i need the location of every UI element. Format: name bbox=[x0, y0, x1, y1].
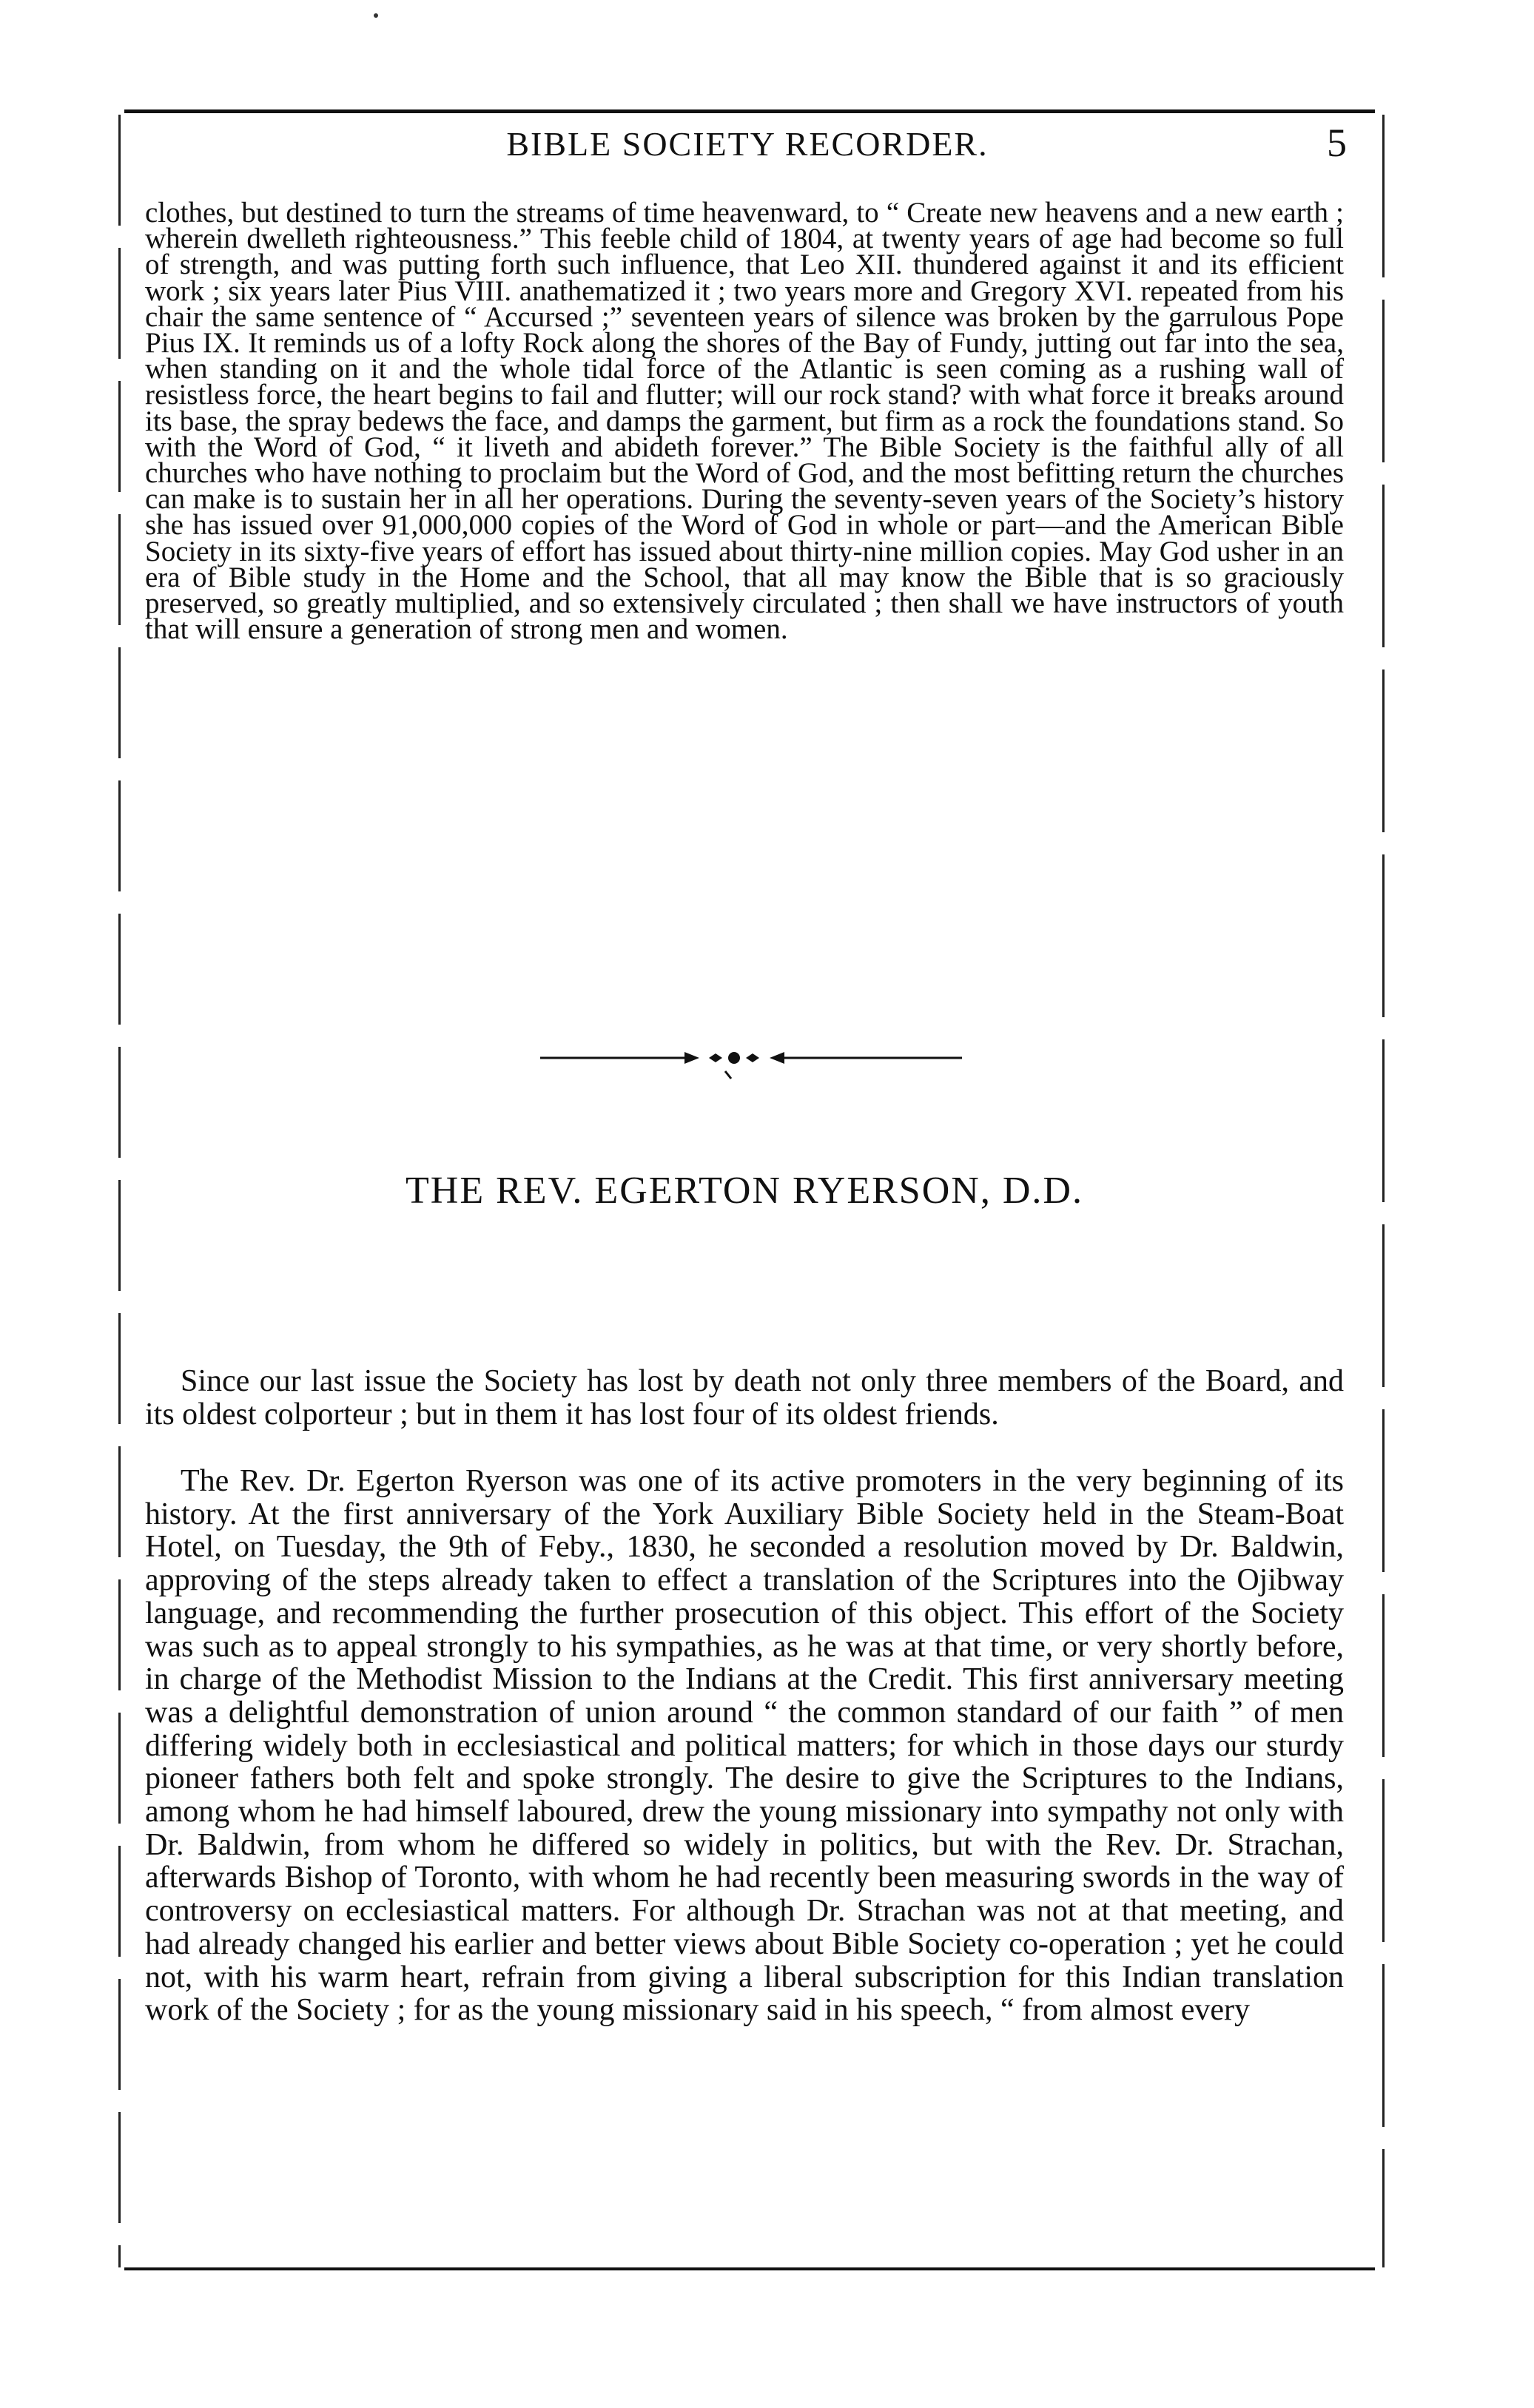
page-number: 5 bbox=[1327, 121, 1347, 165]
running-header bbox=[148, 121, 1347, 176]
footer-rule bbox=[124, 2267, 1375, 2270]
article-paragraph: The Rev. Dr. Egerton Ryerson was one of its active promoters in the very beginning of its history. At the first anniversary of the York Auxiliary Bible Society held in the Steam-Boat Hotel, on Tuesday, the 9th of Feby., 1830, he seconded a resolution moved by Dr. Baldwin, approving of the steps already taken to effect a translation of the Scriptures into the Ojibway language, and recommending the further prosecution of this object. This effort of the Society was such as to appeal strongly to his sympathies, as he was at that time, or very shortly before, in charge of the Methodist Mission to the Indians at the Credit. This first anniversary meeting was a delightful demonstration of union around “ the common standard of our faith ” of men differing widely both in ecclesiastical and political matters; for which in those days our sturdy pioneer fathers both felt and spoke strongly. The desire to give the Scriptures to the Indians, among whom he had himself laboured, drew the young missionary into sympathy not only with Dr. Baldwin, from whom he differed so widely in politics, but with the Rev. Dr. Strachan, afterwards Bishop of Toronto, with whom he had recently been measuring swords in the way of controversy on ecclesiastical matters. For although Dr. Strachan was not at that meeting, and had already changed his earlier and better views about Bible Society co-operation ; yet he could not, with his warm heart, refrain from giving a liberal subscription for this Indian translation work of the Society ; for as the young missionary said in his speech, “ from almost every bbox=[145, 1464, 1344, 2028]
stray-ink-dot bbox=[374, 13, 378, 18]
article-paragraph: Since our last issue the Society has lost by death not only three members of the Board, and its oldest colporteur ; but in them it has lost four of its oldest friends. bbox=[145, 1364, 1344, 1431]
continued-paragraph: clothes, but destined to turn the streams of time heavenward, to “ Create new heavens and a new earth ; wherein dwelleth righteousness.” This feeble child of 1804, at twenty years of age had become so full of strength, and was putting forth such influence, that Leo XII. thundered against it and its efficient work ; six years later Pius VIII. anathematized it ; two years more and Gregory XVI. repeated from his chair the same sentence of “ Accursed ;” seventeen years of silence was broken by the garrulous Pope Pius IX. It reminds us of a lofty Rock along the shores of the Bay of Fundy, jutting out far into the sea, when standing on it and the whole tidal force of the Atlantic is seen coming as a rushing wall of resistless force, the heart begins to fail and flutter; will our rock stand? with what force it breaks around its base, the spray bedews the face, and damps the garment, but firm as a rock the foundations stand. So with the Word of God, “ it liveth and abideth forever.” The Bible Society is the faithful ally of all churches who have nothing to proclaim but the Word of God, and the most befitting return the churches can make is to sustain her in all her operations. During the seventy-seven years of the Society’s history she has issued over 91,000,000 copies of the Word of God in whole or part—and the American Bible Society in its sixty-five years of effort has issued about thirty-nine million copies. May God usher in an era of Bible study in the Home and the School, that all may know the Bible that is so graciously preserved, so greatly multiplied, and so extensively circulated ; then shall we have instructors of youth that will ensure a generation of strong men and women. bbox=[145, 197, 1344, 646]
left-page-border bbox=[118, 115, 121, 2267]
section-divider-ornament bbox=[540, 1046, 962, 1080]
running-head-title: BIBLE SOCIETY RECORDER. bbox=[506, 125, 989, 163]
header-rule bbox=[124, 109, 1375, 113]
article-heading: THE REV. EGERTON RYERSON, D.D. bbox=[406, 1170, 1083, 1212]
right-page-border bbox=[1382, 115, 1385, 2267]
